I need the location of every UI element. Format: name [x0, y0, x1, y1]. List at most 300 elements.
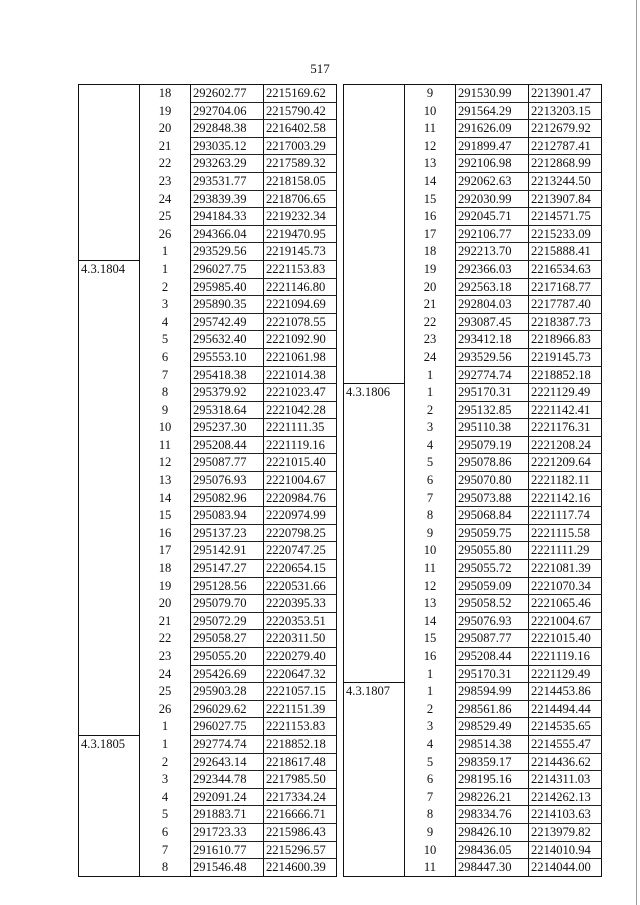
- parcel-id-cell: [79, 524, 140, 542]
- parcel-id-cell: [344, 700, 405, 718]
- point-number-cell: 26: [140, 225, 191, 243]
- x-coordinate-cell: 292106.98: [456, 155, 529, 173]
- parcel-id-cell: [79, 331, 140, 349]
- table-row: [79, 190, 337, 208]
- y-coordinate-cell: 2218387.73: [529, 313, 602, 331]
- point-number-cell: 18: [405, 243, 456, 261]
- x-coordinate-cell: 295170.31: [456, 665, 529, 683]
- table-row: [344, 560, 602, 578]
- point-number-cell: 23: [405, 331, 456, 349]
- x-coordinate-cell: 295903.28: [191, 683, 264, 701]
- y-coordinate-cell: 2214494.44: [529, 700, 602, 718]
- parcel-id-cell: [79, 208, 140, 226]
- point-number-cell: 19: [140, 102, 191, 120]
- x-coordinate-cell: 298447.30: [456, 859, 529, 877]
- point-number-cell: 3: [140, 771, 191, 789]
- parcel-id-cell: [344, 753, 405, 771]
- point-number-cell: 1: [140, 735, 191, 753]
- table-row: [344, 260, 602, 278]
- parcel-id-cell: [344, 612, 405, 630]
- parcel-id-cell: [344, 735, 405, 753]
- x-coordinate-cell: 298226.21: [456, 788, 529, 806]
- parcel-id-cell: [344, 542, 405, 560]
- point-number-cell: 1: [405, 683, 456, 701]
- y-coordinate-cell: 2216534.63: [529, 260, 602, 278]
- parcel-id-cell: 4.3.1807: [344, 683, 405, 701]
- parcel-id-cell: [79, 401, 140, 419]
- parcel-id-cell: [344, 137, 405, 155]
- table-row: [344, 665, 602, 683]
- y-coordinate-cell: 2217334.24: [264, 788, 337, 806]
- table-row: [79, 560, 337, 578]
- x-coordinate-cell: 292062.63: [456, 172, 529, 190]
- y-coordinate-cell: 2219470.95: [264, 225, 337, 243]
- table-row: [344, 243, 602, 261]
- table-row: [79, 278, 337, 296]
- parcel-id-cell: [344, 208, 405, 226]
- x-coordinate-cell: 292563.18: [456, 278, 529, 296]
- table-row: [79, 102, 337, 120]
- point-number-cell: 6: [140, 348, 191, 366]
- parcel-id-cell: [79, 718, 140, 736]
- table-row: [344, 524, 602, 542]
- parcel-id-cell: [344, 120, 405, 138]
- table-row: [344, 278, 602, 296]
- parcel-id-cell: [79, 859, 140, 877]
- x-coordinate-cell: 293035.12: [191, 137, 264, 155]
- y-coordinate-cell: 2218852.18: [264, 735, 337, 753]
- table-row: [344, 700, 602, 718]
- point-number-cell: 2: [140, 753, 191, 771]
- x-coordinate-cell: 295418.38: [191, 366, 264, 384]
- table-row: [344, 507, 602, 525]
- x-coordinate-cell: 295079.70: [191, 595, 264, 613]
- point-number-cell: 5: [140, 806, 191, 824]
- x-coordinate-cell: 298561.86: [456, 700, 529, 718]
- x-coordinate-cell: 292213.70: [456, 243, 529, 261]
- table-row: [79, 436, 337, 454]
- parcel-id-cell: [344, 454, 405, 472]
- point-number-cell: 7: [405, 489, 456, 507]
- parcel-id-cell: [344, 313, 405, 331]
- x-coordinate-cell: 298594.99: [456, 683, 529, 701]
- y-coordinate-cell: 2221081.39: [529, 560, 602, 578]
- x-coordinate-cell: 298334.76: [456, 806, 529, 824]
- table-row: [344, 102, 602, 120]
- parcel-id-cell: [344, 419, 405, 437]
- x-coordinate-cell: 295147.27: [191, 560, 264, 578]
- x-coordinate-cell: 292704.06: [191, 102, 264, 120]
- table-row: [344, 859, 602, 877]
- x-coordinate-cell: 296027.75: [191, 718, 264, 736]
- table-row: [344, 137, 602, 155]
- point-number-cell: 9: [405, 85, 456, 103]
- point-number-cell: 16: [140, 524, 191, 542]
- y-coordinate-cell: 2221176.31: [529, 419, 602, 437]
- x-coordinate-cell: 295078.86: [456, 454, 529, 472]
- point-number-cell: 1: [405, 665, 456, 683]
- x-coordinate-cell: 293412.18: [456, 331, 529, 349]
- table-row: [344, 648, 602, 666]
- parcel-id-cell: [79, 788, 140, 806]
- table-row: [79, 172, 337, 190]
- y-coordinate-cell: 2221182.11: [529, 472, 602, 490]
- table-row: [344, 823, 602, 841]
- y-coordinate-cell: 2213203.15: [529, 102, 602, 120]
- table-row: [344, 841, 602, 859]
- x-coordinate-cell: 291899.47: [456, 137, 529, 155]
- x-coordinate-cell: 292106.77: [456, 225, 529, 243]
- parcel-id-cell: [79, 753, 140, 771]
- point-number-cell: 15: [140, 507, 191, 525]
- y-coordinate-cell: 2215296.57: [264, 841, 337, 859]
- page-number: 517: [310, 61, 330, 76]
- y-coordinate-cell: 2221129.49: [529, 384, 602, 402]
- table-row: [344, 472, 602, 490]
- x-coordinate-cell: 295055.20: [191, 648, 264, 666]
- x-coordinate-cell: 291883.71: [191, 806, 264, 824]
- table-row: [344, 208, 602, 226]
- point-number-cell: 14: [405, 612, 456, 630]
- point-number-cell: 10: [405, 841, 456, 859]
- y-coordinate-cell: 2221023.47: [264, 384, 337, 402]
- point-number-cell: 5: [140, 331, 191, 349]
- y-coordinate-cell: 2218158.05: [264, 172, 337, 190]
- point-number-cell: 20: [140, 120, 191, 138]
- y-coordinate-cell: 2220984.76: [264, 489, 337, 507]
- table-row: [79, 296, 337, 314]
- table-row: [344, 331, 602, 349]
- x-coordinate-cell: 298514.38: [456, 735, 529, 753]
- point-number-cell: 22: [405, 313, 456, 331]
- x-coordinate-cell: 298529.49: [456, 718, 529, 736]
- table-row: [79, 137, 337, 155]
- y-coordinate-cell: 2220279.40: [264, 648, 337, 666]
- parcel-id-cell: [344, 560, 405, 578]
- parcel-id-cell: [79, 489, 140, 507]
- parcel-id-cell: [344, 507, 405, 525]
- y-coordinate-cell: 2221057.15: [264, 683, 337, 701]
- parcel-id-cell: 4.3.1805: [79, 735, 140, 753]
- x-coordinate-cell: 291723.33: [191, 823, 264, 841]
- table-row: [344, 296, 602, 314]
- parcel-id-cell: [344, 331, 405, 349]
- table-row: [344, 155, 602, 173]
- table-row: [344, 120, 602, 138]
- table-row: [79, 630, 337, 648]
- x-coordinate-cell: 293531.77: [191, 172, 264, 190]
- point-number-cell: 6: [140, 823, 191, 841]
- point-number-cell: 19: [140, 577, 191, 595]
- table-row: [79, 489, 337, 507]
- parcel-id-cell: [344, 489, 405, 507]
- x-coordinate-cell: 295426.69: [191, 665, 264, 683]
- table-row: [344, 489, 602, 507]
- table-row: [79, 788, 337, 806]
- point-number-cell: 18: [140, 85, 191, 103]
- x-coordinate-cell: 295132.85: [456, 401, 529, 419]
- x-coordinate-cell: 295076.93: [191, 472, 264, 490]
- table-row: [79, 542, 337, 560]
- point-number-cell: 13: [405, 155, 456, 173]
- parcel-id-cell: [79, 771, 140, 789]
- table-row: [344, 225, 602, 243]
- parcel-id-cell: [79, 648, 140, 666]
- point-number-cell: 2: [405, 700, 456, 718]
- point-number-cell: 19: [405, 260, 456, 278]
- y-coordinate-cell: 2221094.69: [264, 296, 337, 314]
- table-row: [79, 665, 337, 683]
- y-coordinate-cell: 2221065.46: [529, 595, 602, 613]
- point-number-cell: 24: [140, 665, 191, 683]
- point-number-cell: 4: [140, 313, 191, 331]
- parcel-id-cell: [79, 419, 140, 437]
- point-number-cell: 13: [405, 595, 456, 613]
- y-coordinate-cell: 2220747.25: [264, 542, 337, 560]
- table-row: [79, 85, 337, 103]
- point-number-cell: 21: [140, 137, 191, 155]
- y-coordinate-cell: 2212787.41: [529, 137, 602, 155]
- y-coordinate-cell: 2214010.94: [529, 841, 602, 859]
- parcel-id-cell: [79, 507, 140, 525]
- table-row: [344, 806, 602, 824]
- y-coordinate-cell: 2221153.83: [264, 718, 337, 736]
- point-number-cell: 12: [405, 577, 456, 595]
- table-row: [79, 524, 337, 542]
- table-row: [79, 384, 337, 402]
- point-number-cell: 2: [140, 278, 191, 296]
- parcel-id-cell: [344, 771, 405, 789]
- parcel-id-cell: [344, 296, 405, 314]
- parcel-id-cell: [79, 190, 140, 208]
- point-number-cell: 12: [405, 137, 456, 155]
- point-number-cell: 1: [405, 366, 456, 384]
- x-coordinate-cell: 292774.74: [456, 366, 529, 384]
- y-coordinate-cell: 2215169.62: [264, 85, 337, 103]
- y-coordinate-cell: 2221111.35: [264, 419, 337, 437]
- point-number-cell: 12: [140, 454, 191, 472]
- x-coordinate-cell: 293529.56: [456, 348, 529, 366]
- table-row: [79, 366, 337, 384]
- parcel-id-cell: 4.3.1804: [79, 260, 140, 278]
- x-coordinate-cell: 295068.84: [456, 507, 529, 525]
- table-row: [344, 172, 602, 190]
- parcel-id-cell: [79, 296, 140, 314]
- y-coordinate-cell: 2218706.65: [264, 190, 337, 208]
- x-coordinate-cell: 292774.74: [191, 735, 264, 753]
- table-row: [344, 454, 602, 472]
- parcel-id-cell: [79, 841, 140, 859]
- y-coordinate-cell: 2221070.34: [529, 577, 602, 595]
- parcel-id-cell: [344, 260, 405, 278]
- x-coordinate-cell: 293529.56: [191, 243, 264, 261]
- parcel-id-cell: [79, 225, 140, 243]
- table-row: [79, 208, 337, 226]
- y-coordinate-cell: 2219145.73: [529, 348, 602, 366]
- table-row: [344, 595, 602, 613]
- y-coordinate-cell: 2215790.42: [264, 102, 337, 120]
- table-row: [344, 753, 602, 771]
- table-row: [344, 735, 602, 753]
- y-coordinate-cell: 2214311.03: [529, 771, 602, 789]
- y-coordinate-cell: 2213979.82: [529, 823, 602, 841]
- point-number-cell: 18: [140, 560, 191, 578]
- parcel-id-cell: [79, 612, 140, 630]
- point-number-cell: 20: [405, 278, 456, 296]
- parcel-id-cell: [79, 823, 140, 841]
- x-coordinate-cell: 296029.62: [191, 700, 264, 718]
- point-number-cell: 25: [140, 683, 191, 701]
- parcel-id-cell: [344, 648, 405, 666]
- point-number-cell: 15: [405, 630, 456, 648]
- point-number-cell: 8: [140, 384, 191, 402]
- x-coordinate-cell: 295890.35: [191, 296, 264, 314]
- x-coordinate-cell: 291610.77: [191, 841, 264, 859]
- parcel-id-cell: [79, 155, 140, 173]
- y-coordinate-cell: 2213244.50: [529, 172, 602, 190]
- y-coordinate-cell: 2221015.40: [529, 630, 602, 648]
- x-coordinate-cell: 295059.09: [456, 577, 529, 595]
- table-row: [79, 753, 337, 771]
- y-coordinate-cell: 2221061.98: [264, 348, 337, 366]
- x-coordinate-cell: 291530.99: [456, 85, 529, 103]
- y-coordinate-cell: 2221153.83: [264, 260, 337, 278]
- point-number-cell: 11: [405, 120, 456, 138]
- y-coordinate-cell: 2219145.73: [264, 243, 337, 261]
- x-coordinate-cell: 295742.49: [191, 313, 264, 331]
- parcel-id-cell: [79, 542, 140, 560]
- parcel-id-cell: [79, 137, 140, 155]
- y-coordinate-cell: 2214535.65: [529, 718, 602, 736]
- point-number-cell: 24: [140, 190, 191, 208]
- y-coordinate-cell: 2221142.41: [529, 401, 602, 419]
- table-row: [344, 577, 602, 595]
- x-coordinate-cell: 295110.38: [456, 419, 529, 437]
- x-coordinate-cell: 291546.48: [191, 859, 264, 877]
- y-coordinate-cell: 2217589.32: [264, 155, 337, 173]
- y-coordinate-cell: 2221151.39: [264, 700, 337, 718]
- y-coordinate-cell: 2220647.32: [264, 665, 337, 683]
- table-row: [344, 313, 602, 331]
- x-coordinate-cell: 298426.10: [456, 823, 529, 841]
- table-row: [344, 718, 602, 736]
- y-coordinate-cell: 2221078.55: [264, 313, 337, 331]
- point-number-cell: 20: [140, 595, 191, 613]
- point-number-cell: 4: [405, 735, 456, 753]
- table-row: [79, 841, 337, 859]
- point-number-cell: 23: [140, 648, 191, 666]
- parcel-id-cell: [79, 806, 140, 824]
- parcel-id-cell: [344, 630, 405, 648]
- parcel-id-cell: [79, 366, 140, 384]
- point-number-cell: 1: [405, 384, 456, 402]
- parcel-id-cell: [344, 665, 405, 683]
- y-coordinate-cell: 2221209.64: [529, 454, 602, 472]
- x-coordinate-cell: 293263.29: [191, 155, 264, 173]
- table-row: [79, 419, 337, 437]
- y-coordinate-cell: 2216402.58: [264, 120, 337, 138]
- point-number-cell: 21: [405, 296, 456, 314]
- table-row: [344, 348, 602, 366]
- x-coordinate-cell: 292366.03: [456, 260, 529, 278]
- x-coordinate-cell: 295170.31: [456, 384, 529, 402]
- x-coordinate-cell: 295087.77: [191, 454, 264, 472]
- y-coordinate-cell: 2221004.67: [529, 612, 602, 630]
- y-coordinate-cell: 2214453.86: [529, 683, 602, 701]
- point-number-cell: 5: [405, 753, 456, 771]
- parcel-id-cell: [79, 172, 140, 190]
- point-number-cell: 24: [405, 348, 456, 366]
- table-row: [79, 718, 337, 736]
- table-row: [344, 384, 602, 402]
- point-number-cell: 1: [140, 243, 191, 261]
- y-coordinate-cell: 2220395.33: [264, 595, 337, 613]
- parcel-id-cell: [344, 172, 405, 190]
- table-row: [79, 472, 337, 490]
- parcel-id-cell: [79, 278, 140, 296]
- y-coordinate-cell: 2215233.09: [529, 225, 602, 243]
- y-coordinate-cell: 2221092.90: [264, 331, 337, 349]
- point-number-cell: 25: [140, 208, 191, 226]
- x-coordinate-cell: 295083.94: [191, 507, 264, 525]
- table-row: [79, 331, 337, 349]
- x-coordinate-cell: 295985.40: [191, 278, 264, 296]
- table-row: [344, 788, 602, 806]
- point-number-cell: 9: [140, 401, 191, 419]
- x-coordinate-cell: 295237.30: [191, 419, 264, 437]
- point-number-cell: 14: [140, 489, 191, 507]
- y-coordinate-cell: 2217787.40: [529, 296, 602, 314]
- x-coordinate-cell: 292602.77: [191, 85, 264, 103]
- point-number-cell: 21: [140, 612, 191, 630]
- point-number-cell: 11: [140, 436, 191, 454]
- point-number-cell: 8: [140, 859, 191, 877]
- point-number-cell: 11: [405, 859, 456, 877]
- table-row: [344, 419, 602, 437]
- x-coordinate-cell: 293087.45: [456, 313, 529, 331]
- point-number-cell: 3: [140, 296, 191, 314]
- x-coordinate-cell: 295055.80: [456, 542, 529, 560]
- parcel-id-cell: [344, 366, 405, 384]
- point-number-cell: 17: [140, 542, 191, 560]
- y-coordinate-cell: 2221014.38: [264, 366, 337, 384]
- parcel-id-cell: [344, 85, 405, 103]
- point-number-cell: 2: [405, 401, 456, 419]
- x-coordinate-cell: 295072.29: [191, 612, 264, 630]
- parcel-id-cell: [344, 788, 405, 806]
- y-coordinate-cell: 2218966.83: [529, 331, 602, 349]
- y-coordinate-cell: 2220531.66: [264, 577, 337, 595]
- table-row: [344, 85, 602, 103]
- x-coordinate-cell: 295632.40: [191, 331, 264, 349]
- point-number-cell: 5: [405, 454, 456, 472]
- table-row: [344, 630, 602, 648]
- point-number-cell: 13: [140, 472, 191, 490]
- parcel-id-cell: [79, 665, 140, 683]
- y-coordinate-cell: 2214103.63: [529, 806, 602, 824]
- y-coordinate-cell: 2216666.71: [264, 806, 337, 824]
- table-row: [79, 735, 337, 753]
- point-number-cell: 14: [405, 172, 456, 190]
- parcel-id-cell: [79, 436, 140, 454]
- y-coordinate-cell: 2217985.50: [264, 771, 337, 789]
- y-coordinate-cell: 2220353.51: [264, 612, 337, 630]
- y-coordinate-cell: 2221129.49: [529, 665, 602, 683]
- table-row: [79, 683, 337, 701]
- coordinates-table-right: [343, 84, 602, 877]
- x-coordinate-cell: 292091.24: [191, 788, 264, 806]
- table-row: [79, 401, 337, 419]
